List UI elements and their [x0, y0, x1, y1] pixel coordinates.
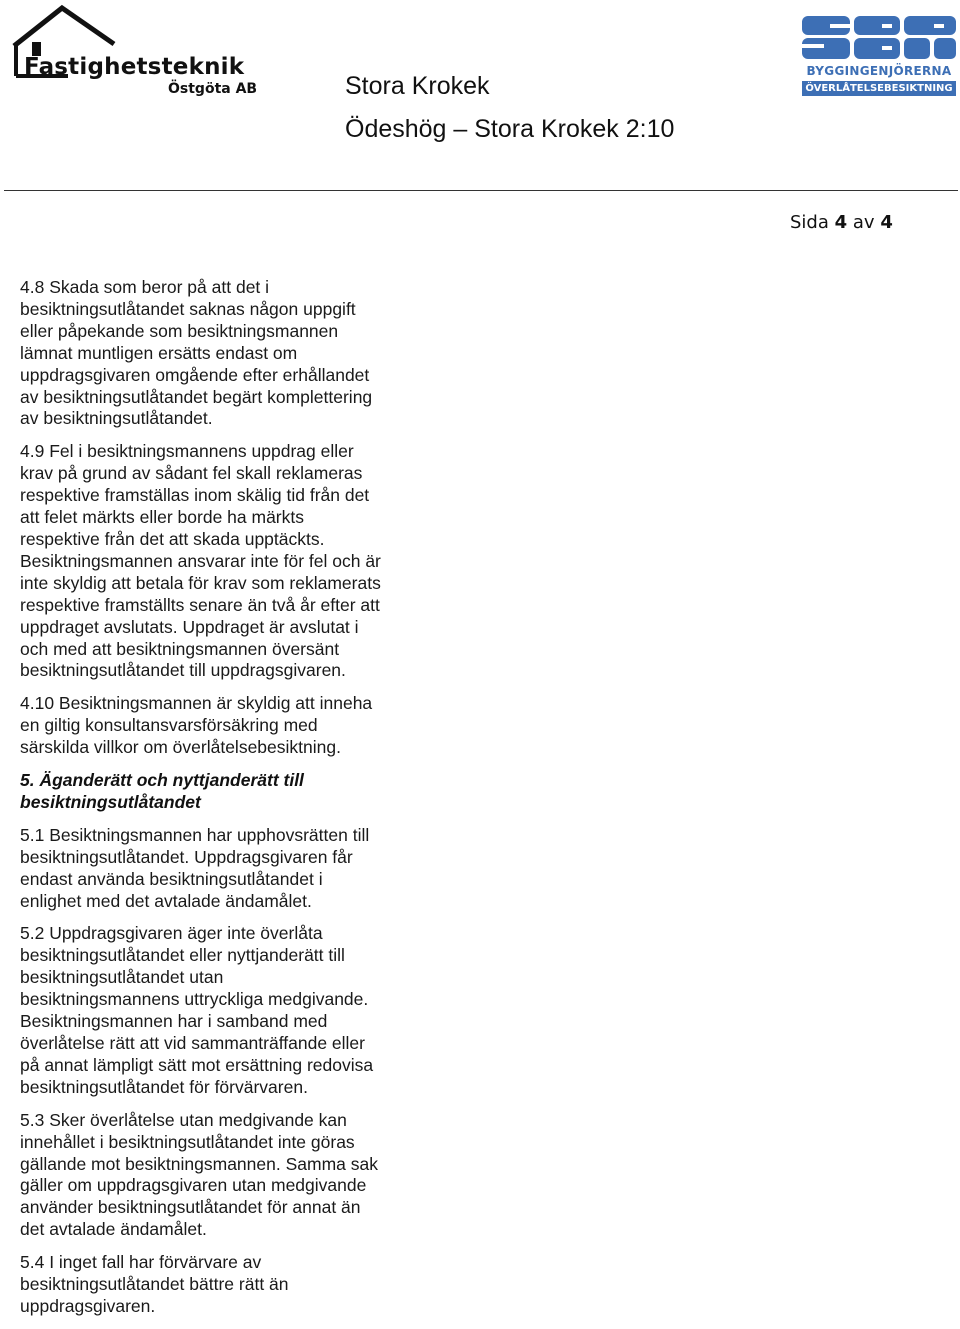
page-number [790, 212, 893, 233]
text-line: besiktningsutlåtandet bättre rätt än [20, 1274, 289, 1295]
text-line: att felet märkts eller borde ha märkts [20, 507, 304, 528]
partner-service: ÖVERLÅTELSEBESIKTNING [802, 81, 956, 96]
page-total: 4 [880, 212, 893, 233]
text-line: uppdraget avslutats. Uppdraget är avslutat i [20, 616, 359, 637]
paragraph [20, 693, 440, 759]
text-line: 4.10 Besiktningsmannen är skyldig att inneha [20, 693, 373, 714]
paragraph [20, 825, 440, 913]
page-separator: av [852, 212, 875, 233]
text-line: överlåtelse rätt att vid sammanträffande eller [20, 1033, 365, 1053]
text-line: besiktningsmannens uttryckliga medgivande. [20, 989, 369, 1010]
text-line: på annat lämpligt sätt mot ersättning redovisa [20, 1054, 374, 1075]
text-line: besiktningsutlåtandet [20, 791, 201, 812]
header-divider [4, 190, 958, 191]
company-subtitle: Östgöta AB [168, 81, 258, 97]
page-current: 4 [834, 212, 848, 233]
text-line: Besiktningsmannen har i samband med [20, 1011, 328, 1032]
text-line: uppdragsgivaren omgående efter erhållandet [20, 364, 370, 385]
paragraph [20, 923, 440, 1098]
text-line: besiktningsutlåtandet eller nyttjanderätt till [20, 945, 345, 966]
text-line: 5.2 Uppdragsgivaren äger inte överlåta [20, 923, 323, 944]
text-line: gällande mot besiktningsmannen. Samma sak [20, 1153, 378, 1174]
text-line: besiktningsutlåtandet till uppdragsgivaren. [20, 660, 346, 681]
text-line: 4.9 Fel i besiktningsmannens uppdrag eller [20, 441, 354, 462]
company-logo [8, 4, 270, 96]
text-line: besiktningsutlåtandet. Uppdragsgivaren får [20, 846, 353, 867]
text-line: inte skyldig att betala för krav som reklamerats [20, 572, 381, 593]
property-designation: Ödeshög – Stora Krokek 2:10 [345, 115, 675, 143]
partner-name: BYGGINGENJÖRERNA [806, 64, 952, 78]
section-heading [20, 770, 440, 814]
text-line: 5.1 Besiktningsmannen har upphovsrätten till [20, 824, 370, 845]
text-line: respektive från det att skada upptäckts. [20, 528, 325, 549]
text-line: 5. Äganderätt och nyttjanderätt till [20, 770, 304, 791]
text-line: Besiktningsmannen ansvarar inte för fel och är [20, 550, 381, 571]
text-line: besiktningsutlåtandet saknas någon uppgift [20, 298, 356, 319]
text-line: och med att besiktningsmannen översänt [20, 638, 340, 659]
text-line: en giltig konsultansvarsförsäkring med [20, 715, 318, 736]
document-title: Stora Krokek [345, 72, 490, 100]
text-line: 5.3 Sker överlåtelse utan medgivande kan [20, 1109, 347, 1130]
paragraph [20, 1110, 440, 1241]
text-line: uppdragsgivaren. [20, 1295, 156, 1316]
company-name: Fastighetsteknik [24, 54, 245, 80]
paragraph [20, 1252, 440, 1318]
paragraph [20, 277, 440, 430]
text-line: gäller om uppdragsgivaren utan medgivande [20, 1175, 367, 1196]
text-line: av besiktningsutlåtandet. [20, 408, 213, 429]
text-line: eller påpekande som besiktningsmannen [20, 320, 339, 341]
text-line: endast använda besiktningsutlåtandet i [20, 868, 323, 889]
text-line: särskilda villkor om överlåtelsebesiktning. [20, 737, 341, 758]
text-line: respektive framställas inom skälig tid från det [20, 485, 370, 506]
sbr-logo-icon [800, 14, 958, 62]
text-line: använder besiktningsutlåtandet för annat än [20, 1197, 361, 1218]
partner-logo [800, 14, 958, 98]
text-line: lämnat muntligen ersätts endast om [20, 342, 298, 363]
text-line: 4.8 Skada som beror på att det i [20, 277, 270, 297]
text-line: enlighet med det avtalade ändamålet. [20, 890, 312, 911]
page-prefix: Sida [790, 212, 829, 233]
text-line: respektive framställts senare än två år efter att [20, 594, 380, 615]
document-body [20, 277, 440, 1329]
text-line: 5.4 I inget fall har förvärvare av [20, 1252, 262, 1273]
text-line: besiktningsutlåtandet utan [20, 967, 224, 988]
text-line: besiktningsutlåtandet för förvärvaren. [20, 1076, 308, 1097]
text-line: det avtalade ändamålet. [20, 1219, 207, 1240]
paragraph [20, 441, 440, 682]
text-line: av besiktningsutlåtandet begärt komplettering [20, 386, 373, 407]
text-line: krav på grund av sådant fel skall reklameras [20, 463, 363, 484]
text-line: innehållet i besiktningsutlåtandet inte göras [20, 1131, 355, 1152]
